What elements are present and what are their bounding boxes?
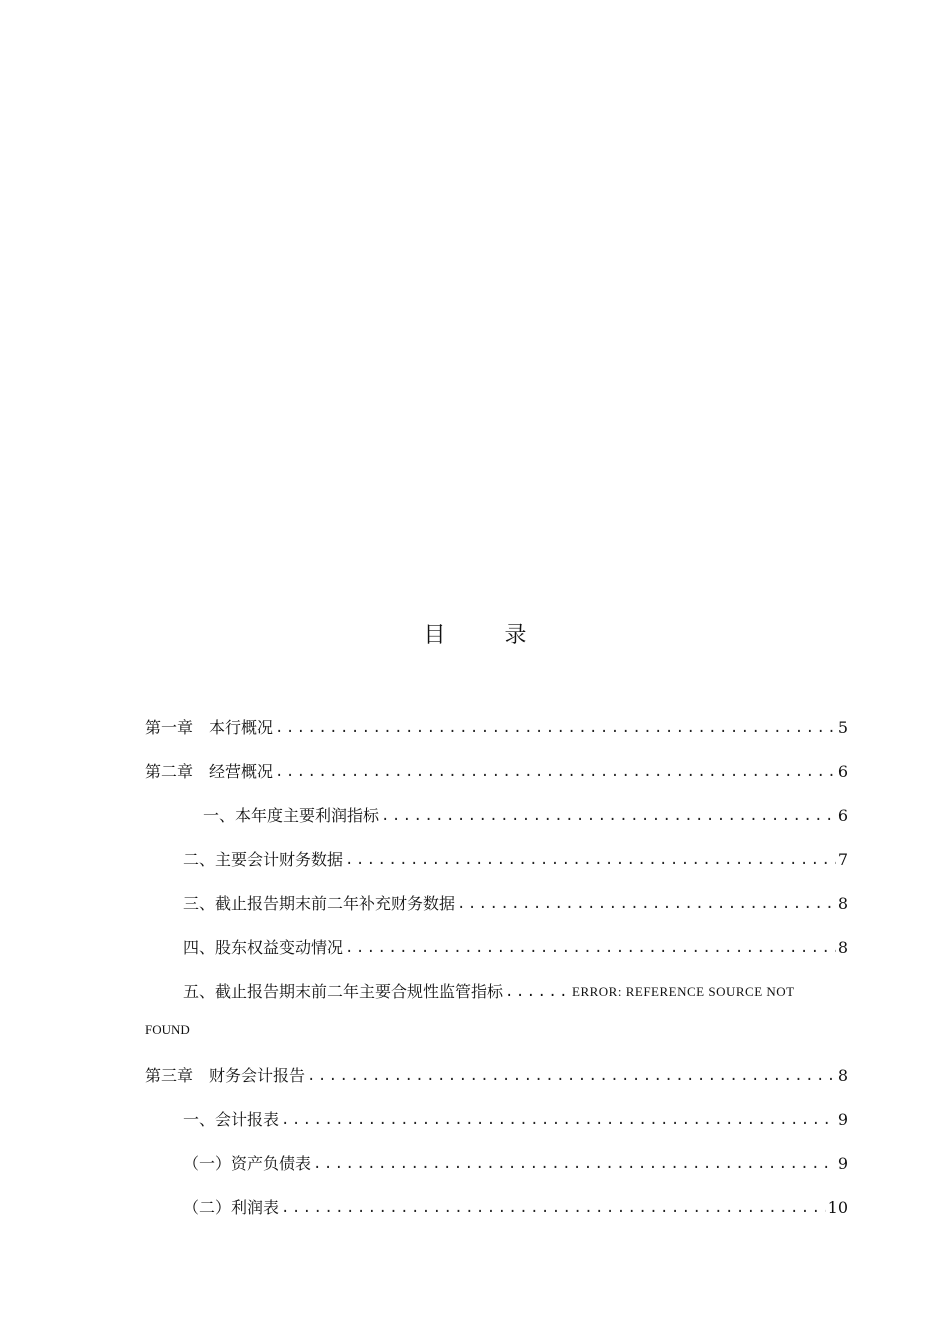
toc-page-number: 7 — [837, 850, 848, 869]
toc-page-number: 8 — [837, 1066, 848, 1085]
toc-entry-2-5[interactable] — [183, 980, 848, 1004]
toc-page-number: 10 — [827, 1198, 848, 1217]
dot-leader — [345, 936, 836, 960]
toc-entry-2-3[interactable] — [183, 892, 848, 916]
toc-page-number: 6 — [837, 762, 848, 781]
dot-leader — [313, 1152, 836, 1176]
toc-page-number: 8 — [837, 894, 848, 913]
toc-entry-2-2[interactable] — [183, 848, 848, 872]
toc-entry-2-4[interactable] — [183, 936, 848, 960]
toc-entry-chapter-1[interactable] — [145, 716, 848, 740]
toc-entry-label: 五、截止报告期末前二年主要合规性监管指标 — [183, 982, 504, 1001]
toc-entry-label: 第二章 经营概况 — [145, 762, 274, 781]
dot-leader — [307, 1064, 836, 1088]
dot-leader — [275, 716, 836, 740]
toc-entry-chapter-2[interactable] — [145, 760, 848, 784]
toc-entry-label: 一、会计报表 — [183, 1110, 280, 1129]
toc-entry-2-1[interactable] — [203, 804, 848, 828]
toc-entry-chapter-3[interactable] — [145, 1064, 848, 1088]
dot-leader — [275, 760, 836, 784]
toc-entry-label: （二）利润表 — [183, 1198, 280, 1217]
toc-page-number: 8 — [837, 938, 848, 957]
toc-entry-label: 三、截止报告期末前二年补充财务数据 — [183, 894, 456, 913]
toc-entry-label: 二、主要会计财务数据 — [183, 850, 344, 869]
toc-entry-label: 四、股东权益变动情况 — [183, 938, 344, 957]
reference-error-wrap: FOUND — [145, 1022, 190, 1037]
toc-page-number: 9 — [837, 1154, 848, 1173]
toc-page-number: 9 — [837, 1110, 848, 1129]
toc-entry-label: 一、本年度主要利润指标 — [203, 806, 380, 825]
dot-leader — [281, 1108, 836, 1132]
toc-entry-3-1-1[interactable] — [183, 1152, 848, 1176]
reference-error-text: ERROR: REFERENCE SOURCE NOT — [572, 984, 795, 999]
dot-leader — [345, 848, 836, 872]
dot-leader: ...... — [505, 984, 570, 1000]
toc-page-number: 5 — [837, 718, 848, 737]
toc-entry-3-1[interactable] — [183, 1108, 848, 1132]
toc-page-number: 6 — [837, 806, 848, 825]
toc-entry-3-1-2[interactable] — [183, 1196, 848, 1220]
toc-entry-label: 第三章 财务会计报告 — [145, 1066, 306, 1085]
toc-entry-label: 第一章 本行概况 — [145, 718, 274, 737]
toc-title: 目 录 — [423, 623, 553, 648]
dot-leader — [457, 892, 836, 916]
dot-leader — [281, 1196, 826, 1220]
toc-entry-label: （一）资产负债表 — [183, 1154, 312, 1173]
dot-leader — [381, 804, 836, 828]
